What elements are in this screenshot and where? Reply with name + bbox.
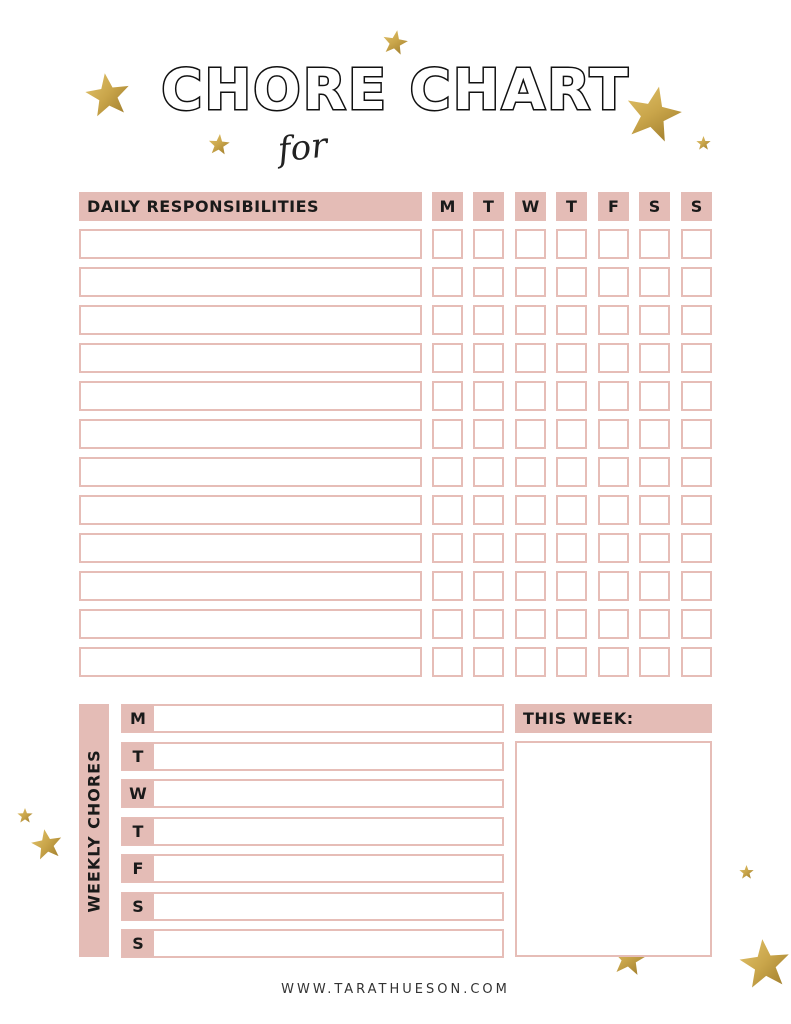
weekly-chores-label (79, 704, 109, 957)
gold-star-icon (17, 808, 33, 824)
day-checkbox[interactable] (515, 267, 546, 297)
day-checkbox[interactable] (432, 229, 463, 259)
daily-task-field[interactable] (79, 267, 422, 297)
weekly-chore-field[interactable] (121, 854, 504, 883)
day-checkbox[interactable] (639, 647, 670, 677)
day-checkbox[interactable] (473, 305, 504, 335)
day-checkbox[interactable] (432, 457, 463, 487)
weekly-day-label: T (122, 818, 154, 845)
daily-task-field[interactable] (79, 647, 422, 677)
day-checkbox[interactable] (639, 267, 670, 297)
weekly-day-label: S (122, 930, 154, 957)
daily-task-field[interactable] (79, 343, 422, 373)
day-checkbox[interactable] (432, 609, 463, 639)
weekly-day-label: W (122, 780, 154, 807)
day-checkbox[interactable] (598, 343, 629, 373)
day-checkbox[interactable] (556, 419, 587, 449)
day-checkbox[interactable] (473, 495, 504, 525)
gold-star-icon (28, 826, 65, 863)
day-checkbox[interactable] (515, 495, 546, 525)
this-week-header: THIS WEEK: (515, 704, 712, 733)
daily-task-field[interactable] (79, 571, 422, 601)
day-checkbox[interactable] (473, 571, 504, 601)
day-checkbox[interactable] (515, 609, 546, 639)
day-checkbox[interactable] (639, 419, 670, 449)
day-checkbox[interactable] (598, 419, 629, 449)
day-checkbox[interactable] (432, 647, 463, 677)
day-checkbox[interactable] (432, 533, 463, 563)
daily-header: DAILY RESPONSIBILITIES (79, 192, 422, 221)
day-checkbox[interactable] (639, 495, 670, 525)
day-checkbox[interactable] (598, 457, 629, 487)
day-checkbox[interactable] (639, 571, 670, 601)
day-checkbox[interactable] (639, 229, 670, 259)
day-checkbox[interactable] (432, 571, 463, 601)
daily-task-field[interactable] (79, 305, 422, 335)
day-checkbox[interactable] (598, 533, 629, 563)
day-checkbox[interactable] (515, 419, 546, 449)
gold-star-icon (82, 70, 134, 122)
day-checkbox[interactable] (556, 571, 587, 601)
day-checkbox[interactable] (515, 571, 546, 601)
weekly-day-label: M (122, 705, 154, 732)
weekly-day-label: S (122, 893, 154, 920)
day-checkbox[interactable] (681, 419, 712, 449)
day-checkbox[interactable] (681, 343, 712, 373)
weekly-chore-field[interactable] (121, 892, 504, 921)
weekly-chore-field[interactable] (121, 817, 504, 846)
day-checkbox[interactable] (681, 381, 712, 411)
day-checkbox[interactable] (681, 267, 712, 297)
day-checkbox[interactable] (556, 343, 587, 373)
gold-star-icon (696, 136, 711, 151)
day-checkbox[interactable] (515, 229, 546, 259)
day-checkbox[interactable] (681, 571, 712, 601)
day-checkbox[interactable] (515, 343, 546, 373)
for-label: for (276, 125, 330, 171)
footer-website: WWW.TARATHUESON.COM (281, 982, 510, 997)
day-checkbox[interactable] (432, 381, 463, 411)
day-checkbox[interactable] (639, 533, 670, 563)
day-checkbox[interactable] (556, 533, 587, 563)
day-checkbox[interactable] (681, 495, 712, 525)
day-checkbox[interactable] (556, 457, 587, 487)
weekly-chores-text: WEEKLY CHORES (84, 748, 104, 913)
daily-task-field[interactable] (79, 609, 422, 639)
day-checkbox[interactable] (598, 495, 629, 525)
daily-task-field[interactable] (79, 533, 422, 563)
day-checkbox[interactable] (515, 305, 546, 335)
day-checkbox[interactable] (432, 305, 463, 335)
gold-star-icon (739, 865, 754, 880)
gold-star-icon (619, 81, 688, 150)
day-checkbox[interactable] (556, 267, 587, 297)
day-checkbox[interactable] (598, 647, 629, 677)
day-checkbox[interactable] (473, 647, 504, 677)
weekly-chore-field[interactable] (121, 704, 504, 733)
daily-day-header: W (515, 192, 546, 221)
weekly-chore-field[interactable] (121, 779, 504, 808)
day-checkbox[interactable] (473, 457, 504, 487)
daily-day-header: S (639, 192, 670, 221)
day-checkbox[interactable] (556, 381, 587, 411)
day-checkbox[interactable] (681, 533, 712, 563)
day-checkbox[interactable] (473, 381, 504, 411)
day-checkbox[interactable] (681, 229, 712, 259)
day-checkbox[interactable] (681, 305, 712, 335)
day-checkbox[interactable] (598, 609, 629, 639)
day-checkbox[interactable] (639, 305, 670, 335)
day-checkbox[interactable] (556, 647, 587, 677)
gold-star-icon (380, 28, 410, 58)
day-checkbox[interactable] (515, 381, 546, 411)
daily-day-header: F (598, 192, 629, 221)
day-checkbox[interactable] (598, 305, 629, 335)
weekly-day-label: T (122, 743, 154, 770)
day-checkbox[interactable] (598, 267, 629, 297)
day-checkbox[interactable] (639, 381, 670, 411)
gold-star-icon (207, 133, 231, 157)
day-checkbox[interactable] (515, 533, 546, 563)
day-checkbox[interactable] (556, 229, 587, 259)
day-checkbox[interactable] (639, 343, 670, 373)
day-checkbox[interactable] (681, 647, 712, 677)
daily-day-header: S (681, 192, 712, 221)
day-checkbox[interactable] (639, 609, 670, 639)
day-checkbox[interactable] (515, 457, 546, 487)
day-checkbox[interactable] (556, 609, 587, 639)
daily-task-field[interactable] (79, 495, 422, 525)
day-checkbox[interactable] (515, 647, 546, 677)
day-checkbox[interactable] (473, 267, 504, 297)
day-checkbox[interactable] (598, 229, 629, 259)
day-checkbox[interactable] (473, 419, 504, 449)
day-checkbox[interactable] (432, 419, 463, 449)
daily-day-header: T (473, 192, 504, 221)
page-title: CHORE CHART (161, 58, 630, 123)
daily-day-header: M (432, 192, 463, 221)
day-checkbox[interactable] (639, 457, 670, 487)
daily-task-field[interactable] (79, 381, 422, 411)
day-checkbox[interactable] (473, 229, 504, 259)
day-checkbox[interactable] (473, 343, 504, 373)
weekly-chore-field[interactable] (121, 929, 504, 958)
day-checkbox[interactable] (598, 571, 629, 601)
daily-task-field[interactable] (79, 419, 422, 449)
day-checkbox[interactable] (473, 609, 504, 639)
this-week-notes[interactable] (515, 741, 712, 957)
day-checkbox[interactable] (556, 305, 587, 335)
day-checkbox[interactable] (681, 609, 712, 639)
day-checkbox[interactable] (432, 495, 463, 525)
daily-day-header: T (556, 192, 587, 221)
day-checkbox[interactable] (598, 381, 629, 411)
day-checkbox[interactable] (473, 533, 504, 563)
day-checkbox[interactable] (681, 457, 712, 487)
daily-task-field[interactable] (79, 457, 422, 487)
day-checkbox[interactable] (556, 495, 587, 525)
weekly-day-label: F (122, 855, 154, 882)
weekly-chore-field[interactable] (121, 742, 504, 771)
day-checkbox[interactable] (432, 343, 463, 373)
daily-task-field[interactable] (79, 229, 422, 259)
day-checkbox[interactable] (432, 267, 463, 297)
